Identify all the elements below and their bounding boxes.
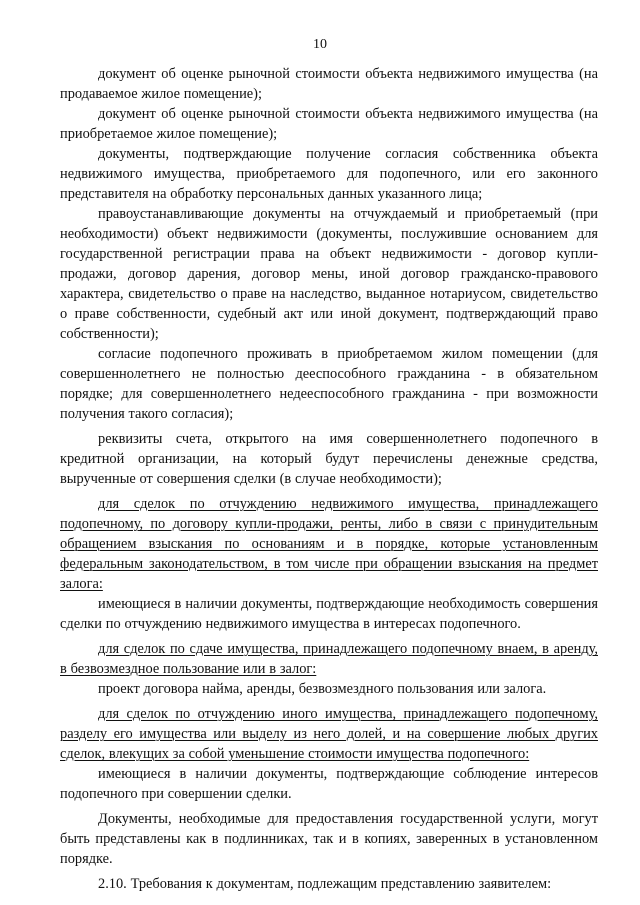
body-paragraph: документы, подтверждающие получение согласия собственника объекта недвижимого имущества, приобретаемого для подопечного, или его законного представителя на обработку персональных данных указанного лица; [60, 146, 598, 202]
body-paragraph: реквизиты счета, открытого на имя совершеннолетнего подопечного в кредитной организации, на который будут перечислены денежные средства, вырученные от совершения сделки (в случае необходимости); [60, 431, 598, 487]
page-number: 10 [313, 37, 327, 52]
underlined-text: для сделок по сдаче имущества, принадлежащего подопечному внаем, в аренду, в безвозмездное пользование или в залог: [60, 641, 598, 677]
body-paragraph: 2.10. Требования к документам, подлежащим представлению заявителем: [98, 876, 552, 892]
body-paragraph: правоустанавливающие документы на отчуждаемый и приобретаемый (при необходимости) объект недвижимости (документы, послужившие основанием для государственной регистрации права на объект недвижимости - договор купли-продажи, договор дарения, договор мены, иной договор гражданско-правового характера, свидетельство о праве на наследство, выданное нотариусом, свидетельство о праве собственности, судебный акт или иной документ, подтверждающий право собственности); [60, 206, 598, 342]
section-heading [60, 704, 598, 764]
body-paragraph: документ об оценке рыночной стоимости объекта недвижимого имущества (на продаваемое жилое помещение); [60, 66, 598, 102]
section-heading [60, 639, 598, 679]
body-paragraph: Документы, необходимые для предоставления государственной услуги, могут быть представлены как в подлинниках, так и в копиях, заверенных в установленном порядке. [60, 811, 598, 867]
underlined-text: для сделок по отчуждению недвижимого имущества, принадлежащего подопечному, по договору купли-продажи, ренты, либо в связи с принудительным обращением взыскания по основаниям и в порядке, которые установленным федеральным законодательством, в том числе при обращении взыскания на предмет залога: [60, 496, 598, 592]
document-body [60, 64, 598, 894]
body-paragraph: имеющиеся в наличии документы, подтверждающие необходимость совершения сделки по отчуждению недвижимого имущества в интересах подопечного. [60, 596, 598, 632]
body-paragraph: документ об оценке рыночной стоимости объекта недвижимого имущества (на приобретаемое жилое помещение); [60, 106, 598, 142]
body-paragraph: проект договора найма, аренды, безвозмездного пользования или залога. [98, 681, 547, 697]
underlined-text: для сделок по отчуждению иного имущества, принадлежащего подопечному, разделу его имущества или выделу из него долей, и на совершение любых других сделок, влекущих за собой уменьшение стоимости имущества подопечного: [60, 706, 598, 762]
body-paragraph: согласие подопечного проживать в приобретаемом жилом помещении (для совершеннолетнего не полностью дееспособного гражданина - в обязательном порядке; для совершеннолетнего недееспособного гражданина - при возможности получения такого согласия); [60, 346, 598, 422]
section-heading [60, 494, 598, 594]
body-paragraph: имеющиеся в наличии документы, подтверждающие соблюдение интересов подопечного при совершении сделки. [60, 766, 598, 802]
